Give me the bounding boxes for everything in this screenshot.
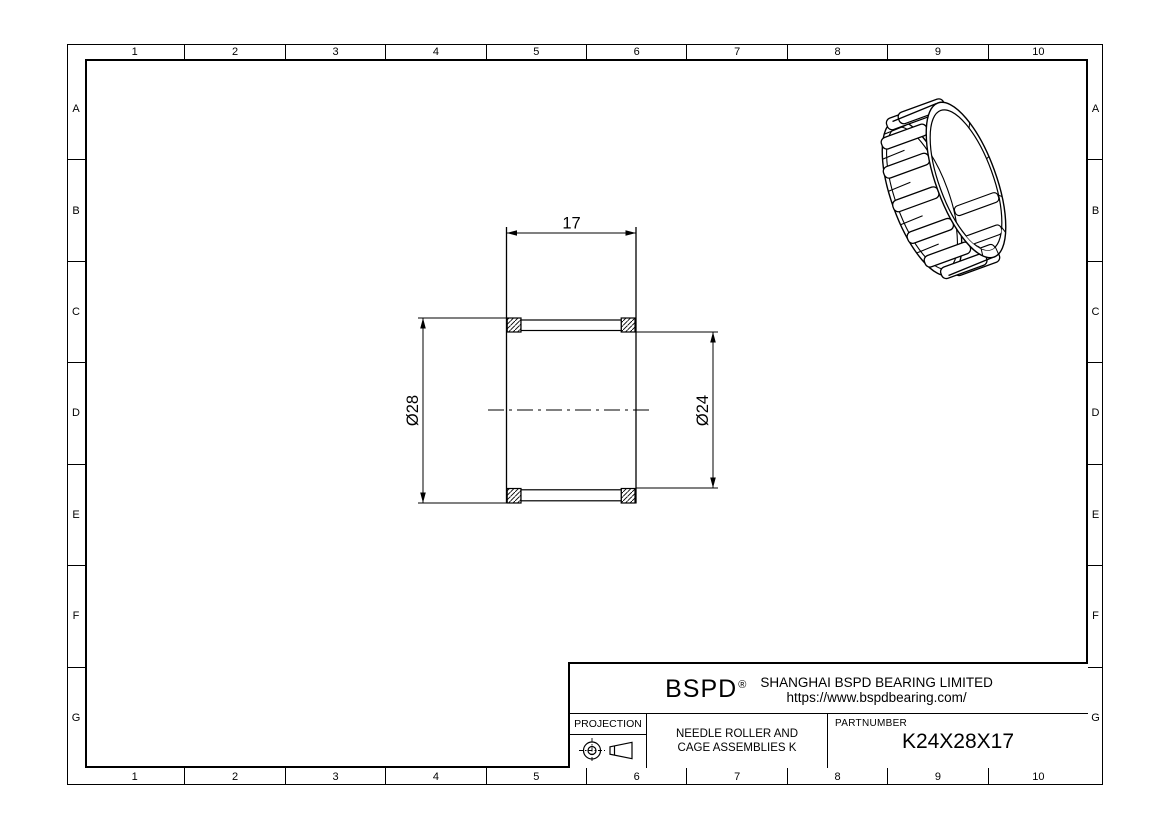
grid-row-label: A xyxy=(1091,103,1100,116)
grid-row-label: E xyxy=(1088,464,1103,565)
grid-row-label: D xyxy=(67,362,85,463)
grid-col-label: 7 xyxy=(686,768,786,785)
grid-col-label: 6 xyxy=(586,768,686,785)
brand-logo xyxy=(665,675,746,704)
grid-col-label: 4 xyxy=(385,44,485,59)
grid-row-label: E xyxy=(67,464,85,565)
title-block-header xyxy=(570,664,1088,714)
brand-logo-text: BSPD xyxy=(665,675,738,703)
partnumber-label: PARTNUMBER xyxy=(835,718,908,729)
company-website: https://www.bspdbearing.com/ xyxy=(786,689,967,705)
grid-row-label: B xyxy=(67,159,85,260)
bearing-section-view xyxy=(380,195,740,525)
grid-row-label: F xyxy=(67,565,85,666)
registered-mark: ® xyxy=(738,679,748,691)
company-name: SHANGHAI BSPD BEARING LIMITED xyxy=(760,674,993,690)
partnumber-cell xyxy=(828,714,1088,768)
part-description-line1: NEEDLE ROLLER AND xyxy=(675,727,799,740)
title-block xyxy=(568,662,1088,768)
grid-col-label: 4 xyxy=(385,768,485,785)
grid-col-label: 8 xyxy=(787,768,887,785)
grid-columns-top xyxy=(85,44,1088,59)
grid-col-label: 3 xyxy=(285,768,385,785)
part-description-line2: CAGE ASSEMBLIES K xyxy=(677,741,797,754)
grid-rows-left xyxy=(67,59,85,768)
projection-label: PROJECTION xyxy=(570,714,646,735)
grid-col-label: 5 xyxy=(486,768,586,785)
grid-col-label: 1 xyxy=(131,45,138,58)
dimension-arrows xyxy=(420,230,716,503)
grid-col-label: 6 xyxy=(586,44,686,59)
projection-cell xyxy=(570,714,647,768)
grid-col-label: 7 xyxy=(686,44,786,59)
grid-row-label: F xyxy=(1088,565,1103,666)
partnumber-value: K24X28X17 xyxy=(901,730,1015,753)
grid-columns-bottom xyxy=(85,768,1088,785)
grid-col-label: 10 xyxy=(988,44,1088,59)
grid-row-label: A xyxy=(72,103,80,116)
grid-col-label: 2 xyxy=(184,44,284,59)
grid-row-label: C xyxy=(1088,261,1103,362)
grid-row-label: G xyxy=(1088,667,1103,768)
first-angle-projection-icon xyxy=(578,736,638,765)
grid-row-label: G xyxy=(67,667,85,768)
grid-rows-right xyxy=(1088,59,1103,768)
grid-col-label: 9 xyxy=(887,44,987,59)
grid-col-label: 8 xyxy=(787,44,887,59)
grid-col-label: 2 xyxy=(184,768,284,785)
dimension-width-label: 17 xyxy=(562,214,581,233)
grid-col-label: 1 xyxy=(131,770,138,783)
bearing-3d-view xyxy=(846,88,1034,290)
grid-col-label: 3 xyxy=(285,44,385,59)
grid-col-label: 10 xyxy=(988,768,1088,785)
grid-row-label: B xyxy=(1088,159,1103,260)
part-description xyxy=(647,714,828,768)
grid-col-label: 5 xyxy=(486,44,586,59)
grid-row-label: D xyxy=(1088,362,1103,463)
dimension-outer-diameter-label: Ø28 xyxy=(404,394,422,427)
grid-col-label: 9 xyxy=(887,768,987,785)
dimension-inner-diameter-label: Ø24 xyxy=(694,394,712,427)
grid-row-label: C xyxy=(67,261,85,362)
company-info xyxy=(760,675,993,705)
